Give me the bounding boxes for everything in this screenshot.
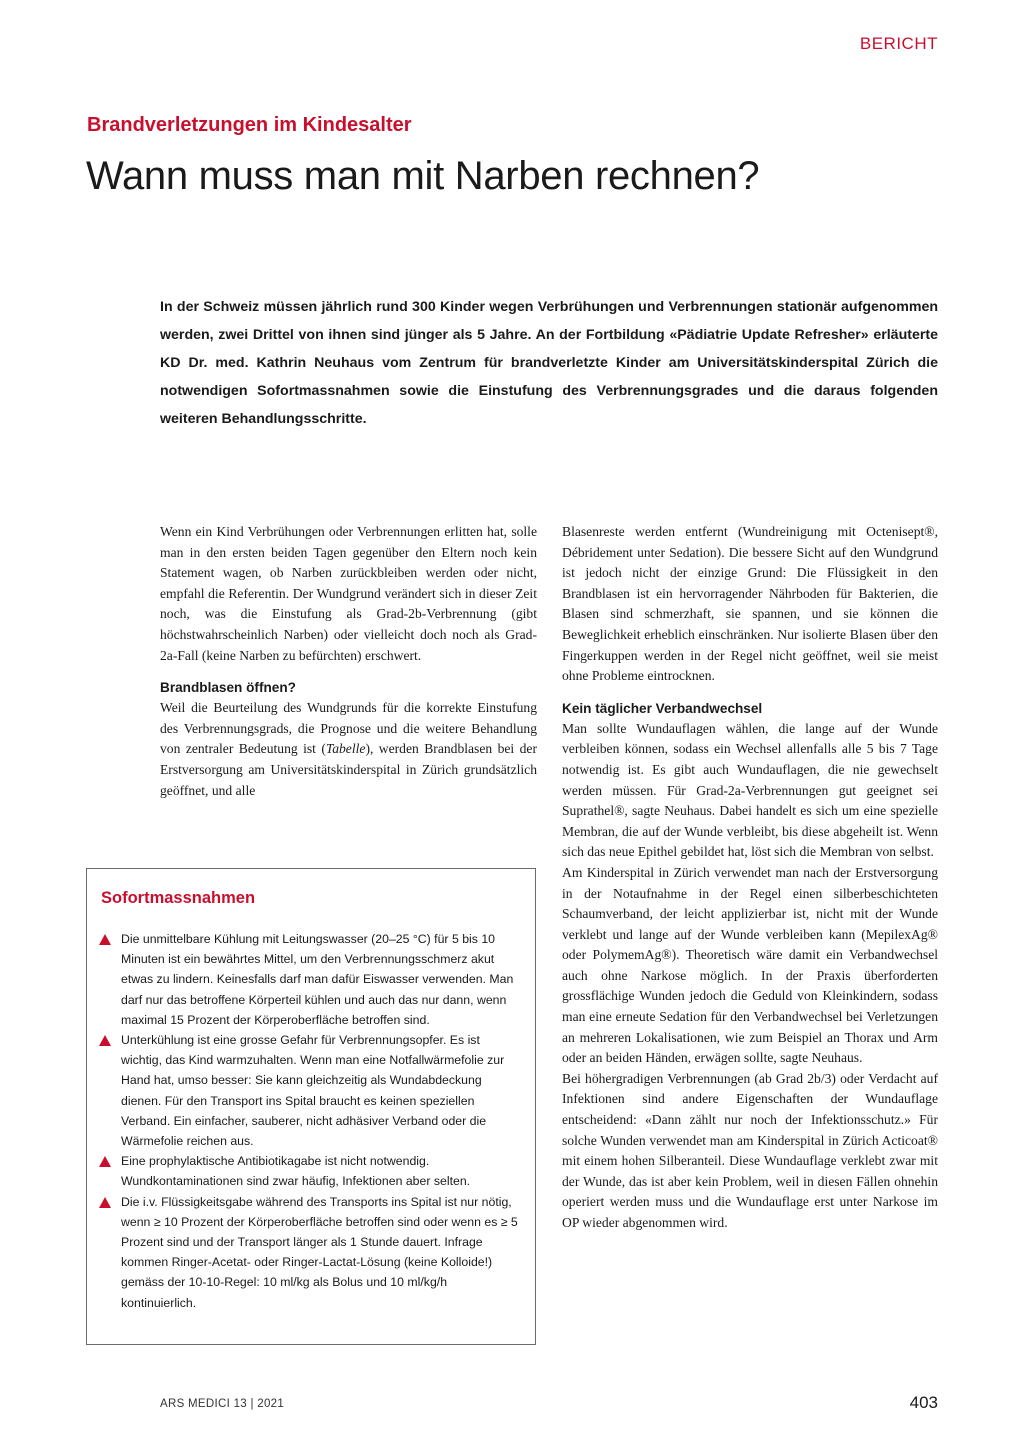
body-column-left bbox=[160, 522, 537, 801]
body-column-right bbox=[562, 522, 938, 1234]
section-label: BERICHT bbox=[859, 34, 938, 53]
body-paragraph: Blasenreste werden entfernt (Wundreinigung mit Octenisept®, Débridement unter Sedation). Die bessere Sicht auf den Wundgrund ist jedoch nicht der einzige Grund: Die Flüssigkeit in den Brandblasen ist ein hervorragender Nährboden für Bakterien, die Blasen sind schmerzhaft, sie spannen, und sie können die Beweglichkeit erheblich einschränken. Nur isolierte Blasen über den Fingerkuppen werden in der Regel nicht geöffnet, weil sie meist ohne Probleme eintrocknen. bbox=[562, 524, 938, 684]
body-paragraph: Weil die Beurteilung des Wundgrunds für die korrekte Einstufung des Verbrennungsgrads, die Prognose und die weitere Behandlung von zentraler Bedeutung ist (Tabelle), werden Brandblasen bei der Erstversorgung am Universitätskinderspital in Zürich grundsätzlich geöffnet, und alle bbox=[160, 700, 537, 798]
article-lead: In der Schweiz müssen jährlich rund 300 Kinder wegen Verbrühungen und Verbrennungen stationär aufgenommen werden, zwei Drittel von ihnen sind jünger als 5 Jahre. An der Fortbildung «Pädiatrie Update Refresher» erläuterte KD Dr. med. Kathrin Neuhaus vom Zentrum für brandverletzte Kinder am Universitätskinderspital Zürich die notwendigen Sofortmassnahmen sowie die Einstufung des Verbrennungsgrades und die daraus folgenden weiteren Behandlungsschritte. bbox=[160, 299, 938, 427]
subheading-brandblasen: Brandblasen öffnen? bbox=[160, 680, 296, 696]
list-item: Die i.v. Flüssigkeitsgabe während des Transports ins Spital ist nur nötig, wenn ≥ 10 Prozent der Körperoberfläche betroffen sind oder wenn es ≥ 5 Prozent sind und der Transport länger als 1 Stunde dauert. Infrage kommen Ringer-Acetat- oder Ringer-Lactat-Lösung (keine Kolloide!) gemäss der 10-10-Regel: 10 ml/kg als Bolus und 10 ml/kg/h kontinuierlich. bbox=[99, 1192, 519, 1313]
subheading-verbandwechsel: Kein täglicher Verbandwechsel bbox=[562, 700, 763, 716]
footer-journal: ARS MEDICI 13 | 2021 bbox=[160, 1398, 285, 1410]
sofortmassnahmen-box bbox=[86, 868, 536, 1345]
triangle-bullet-icon bbox=[99, 1197, 111, 1208]
list-item: Eine prophylaktische Antibiotikagabe ist nicht notwendig. Wundkontaminationen sind zwar häufig, Infektionen aber selten. bbox=[99, 1151, 519, 1191]
article-headline: Wann muss man mit Narben rechnen? bbox=[86, 154, 760, 198]
list-item: Die unmittelbare Kühlung mit Leitungswasser (20–25 °C) für 5 bis 10 Minuten ist ein bewährtes Mittel, um den Verbrennungsschmerz akut etwas zu lindern. Keinesfalls darf man dafür Eiswasser verwenden. Man darf nur das betroffene Körperteil kühlen und auch das nur dann, wenn maximal 15 Prozent der Körperoberfläche betroffen sind. bbox=[99, 929, 519, 1030]
triangle-bullet-icon bbox=[99, 1156, 111, 1167]
body-paragraph: Am Kinderspital in Zürich verwendet man nach der Erstversorgung in der Notaufnahme in der Regel einen silberbeschichteten Schaumverband, der leicht applizierbar ist, nicht mit der Wunde verklebt und lange auf der Wunde verbleiben kann (MepilexAg® oder PolymemAg®). Theoretisch wäre damit ein Verbandwechsel auch ohne Narkose möglich. In der Praxis überforderten grossflächige Wunden jedoch die Geduld von Kleinkindern, sodass man eine erneute Sedation für den Verbandwechsel bei Verletzungen an mehreren Lokalisationen, wie zum Beispiel an Thorax und Arm oder an beiden Händen, erwägen sollte, sagte Neuhaus. bbox=[562, 864, 938, 1066]
table-reference: Tabelle bbox=[325, 741, 366, 757]
box-list bbox=[99, 929, 519, 1313]
page-number: 403 bbox=[909, 1393, 938, 1412]
triangle-bullet-icon bbox=[99, 1035, 111, 1046]
body-paragraph: Bei höhergradigen Verbrennungen (ab Grad 2b/3) oder Verdacht auf Infektionen sind andere Eigenschaften der Wundauflage entscheidend: «Dann zählt nur noch der Infektionsschutz.» Für solche Wunden verwendet man am Kinderspital in Zürich Acticoat® mit einem hohen Silberanteil. Diese Wundauflage verklebt zwar mit der Wunde, das ist aber kein Problem, weil in diesen Fällen ohnehin operiert werden muss und die Wundauflage erst unter Narkose im OP wieder abgenommen wird. bbox=[562, 1070, 938, 1230]
list-item: Unterkühlung ist eine grosse Gefahr für Verbrennungsopfer. Es ist wichtig, das Kind warmzuhalten. Wenn man eine Notfallwärmefolie zur Hand hat, umso besser: Sie kann gleichzeitig als Wundabdeckung dienen. Für den Transport ins Spital braucht es keinen speziellen Verband. Ein einfacher, sauberer, nicht adhäsiver Verband oder die Wärmefolie reichen aus. bbox=[99, 1030, 519, 1151]
box-title: Sofortmassnahmen bbox=[101, 889, 256, 907]
article-kicker: Brandverletzungen im Kindesalter bbox=[87, 114, 412, 136]
body-paragraph: Man sollte Wundauflagen wählen, die lange auf der Wunde verbleiben können, sodass ein Wechsel allenfalls alle 5 bis 7 Tage notwendig ist. Es gibt auch Wundauflagen, die nie gewechselt werden müssen. Für Grad-2a-Verbrennungen gut geeignet sei Suprathel®, sagte Neuhaus. Dabei handelt es sich um eine spezielle Membran, die auf der Wunde verbleibt, bis diese abgeheilt ist. Wenn sich das neue Epithel gebildet hat, löst sich die Membran von selbst. bbox=[562, 720, 938, 860]
body-paragraph: Wenn ein Kind Verbrühungen oder Verbrennungen erlitten hat, solle man in den ersten beiden Tagen gegenüber den Eltern noch kein Statement wagen, ob Narben zurückbleiben werden oder nicht, empfahl die Referentin. Der Wundgrund verändert sich in dieser Zeit noch, was die Einstufung als Grad-2b-Verbrennung (gibt höchstwahrscheinlich Narben) oder vielleicht doch noch als Grad-2a-Fall (keine Narben zu befürchten) erschwert. bbox=[160, 524, 537, 663]
triangle-bullet-icon bbox=[99, 934, 111, 945]
